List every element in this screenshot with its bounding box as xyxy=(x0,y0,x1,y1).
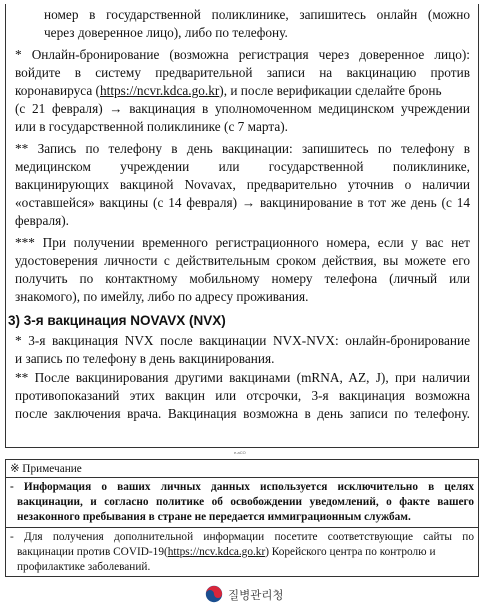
text-line: и запись по телефону в день вакцинирования. xyxy=(15,351,275,366)
text-line: или в государственной поликлинике (с 7 марта). xyxy=(15,119,288,134)
temp-number-line: *** При получении временного регистрационного номера, если у вас нет xyxy=(15,235,470,250)
text-line: медицинском учреждении или государственной поликлинике, xyxy=(15,159,470,174)
text-line: знакомого), по имейлу, либо по адресу проживания. xyxy=(15,289,309,304)
note-privacy-line: - Информация о ваших личных данных используется исключительно в целях xyxy=(10,481,474,493)
kdca-logo-icon xyxy=(205,585,223,603)
text-line: противопоказаний этих вакцин или отсрочки, 3-я вакцинация возможна xyxy=(15,388,470,403)
divider xyxy=(6,527,478,528)
section-title: 3) 3-я вакцинация NOVAVX (NVX) xyxy=(8,313,226,328)
ncv-link[interactable]: https://ncv.kdca.go.kr xyxy=(167,546,266,558)
text-line: февраля). xyxy=(15,213,69,228)
text-line: незаконного пребывания в стране не передается иммиграционным службам. xyxy=(17,511,411,523)
text-line: (с 21 февраля) → вакцинация в уполномоченном медицинском учреждении xyxy=(15,101,470,116)
text-line: войдите в систему предварительной записи на вакцинацию против xyxy=(15,65,470,80)
agency-name: 질병관리청 xyxy=(228,588,284,602)
ncvr-link[interactable]: https://ncvr.kdca.go.kr xyxy=(99,83,220,98)
note-info-line: - Для получения дополнительной информации посетите соответствующие сайты по xyxy=(10,531,474,543)
page-mark: e-aCO xyxy=(234,450,246,455)
text-line: профилактике заболеваний. xyxy=(17,561,151,573)
text-line: вакцинации, и согласно политике об освобождении уведомлений, о факте вашего xyxy=(17,496,474,508)
divider xyxy=(6,477,478,478)
text-line: «оставшейся» вакцины (с 14 февраля) → вакцинирование в тот же день (с 14 xyxy=(15,195,470,210)
text-line: номер в государственной поликлинике, запишитесь онлайн (можно xyxy=(44,7,470,22)
text-line: получить по контактному мобильному номеру телефона (личный или xyxy=(15,271,470,286)
text-line: вакцинирующих вакциной Novavax, предварительно уточнив о наличии xyxy=(15,177,470,192)
text-line: удостоверения личности с действительным сроком действия, вы можете его xyxy=(15,253,470,268)
text-line: * 3-я вакцинация NVX после вакцинации NVX-NVX: онлайн-бронирование xyxy=(15,333,470,348)
phone-booking-line: ** Запись по телефону в день вакцинации: запишитесь по телефону в xyxy=(15,141,470,156)
note-header: ※ Примечание xyxy=(10,463,82,475)
text-line: вакцинации против COVID-19(https://ncv.kdca.go.kr) Корейского центра по контролю и xyxy=(17,546,436,558)
text-line: ** После вакцинирования другими вакцинами (mRNA, AZ, J), при наличии xyxy=(15,370,470,385)
text-line: коронавируса (https://ncvr.kdca.go.kr), и после верификации сделайте бронь xyxy=(15,83,442,98)
text-line: через доверенное лицо), либо по телефону. xyxy=(44,25,288,40)
online-booking-line: * Онлайн-бронирование (возможна регистрация через доверенное лицо): xyxy=(15,47,470,62)
text-line: после заключения врача. Вакцинация возможна в день записи по телефону. xyxy=(15,406,470,421)
